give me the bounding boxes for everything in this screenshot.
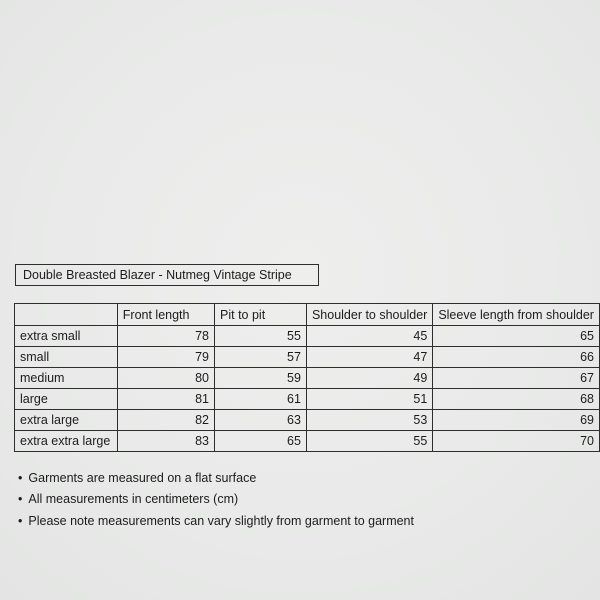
- header-cell-pit-to-pit: Pit to pit: [215, 304, 307, 326]
- size-row-extra-small: [15, 326, 600, 347]
- sleeve-length-cell: 68: [433, 389, 600, 410]
- note-text: Garments are measured on a flat surface: [28, 470, 257, 485]
- header-cell-sleeve-length: Sleeve length from shoulder: [433, 304, 600, 326]
- size-label-cell: extra small: [15, 326, 118, 347]
- size-row-extra-extra-large: [15, 431, 600, 452]
- bullet-icon: •: [18, 470, 23, 485]
- shoulder-to-shoulder-cell: 45: [306, 326, 432, 347]
- pit-to-pit-cell: 57: [215, 347, 307, 368]
- product-title: Double Breasted Blazer - Nutmeg Vintage Stripe: [23, 268, 292, 282]
- size-row-medium: [15, 368, 600, 389]
- pit-to-pit-cell: 61: [215, 389, 307, 410]
- front-length-cell: 80: [117, 368, 214, 389]
- size-label-cell: medium: [15, 368, 118, 389]
- shoulder-to-shoulder-cell: 47: [306, 347, 432, 368]
- pit-to-pit-cell: 59: [215, 368, 307, 389]
- sleeve-length-cell: 70: [433, 431, 600, 452]
- front-length-cell: 79: [117, 347, 214, 368]
- front-length-cell: 78: [117, 326, 214, 347]
- size-label-cell: extra extra large: [15, 431, 118, 452]
- note-variation: [18, 510, 414, 532]
- note-text: All measurements in centimeters (cm): [28, 492, 239, 507]
- front-length-cell: 82: [117, 410, 214, 431]
- bullet-icon: •: [18, 492, 23, 507]
- front-length-cell: 81: [117, 389, 214, 410]
- sleeve-length-cell: 67: [433, 368, 600, 389]
- size-label-cell: small: [15, 347, 118, 368]
- size-row-large: [15, 389, 600, 410]
- shoulder-to-shoulder-cell: 55: [306, 431, 432, 452]
- bullet-icon: •: [18, 513, 23, 528]
- sleeve-length-cell: 66: [433, 347, 600, 368]
- product-title-box: [15, 264, 319, 286]
- front-length-cell: 83: [117, 431, 214, 452]
- header-row: [15, 304, 600, 326]
- note-flat-surface: [18, 467, 414, 489]
- pit-to-pit-cell: 65: [215, 431, 307, 452]
- note-text: Please note measurements can vary slightly from garment to garment: [28, 513, 414, 528]
- shoulder-to-shoulder-cell: 49: [306, 368, 432, 389]
- pit-to-pit-cell: 55: [215, 326, 307, 347]
- header-cell-size: [15, 304, 118, 326]
- shoulder-to-shoulder-cell: 51: [306, 389, 432, 410]
- header-cell-shoulder-to-shoulder: Shoulder to shoulder: [306, 304, 432, 326]
- size-label-cell: extra large: [15, 410, 118, 431]
- measurement-notes: [18, 467, 414, 532]
- size-row-small: [15, 347, 600, 368]
- sleeve-length-cell: 65: [433, 326, 600, 347]
- sleeve-length-cell: 69: [433, 410, 600, 431]
- size-chart-table: [14, 303, 600, 452]
- size-row-extra-large: [15, 410, 600, 431]
- note-units: [18, 489, 414, 511]
- shoulder-to-shoulder-cell: 53: [306, 410, 432, 431]
- pit-to-pit-cell: 63: [215, 410, 307, 431]
- header-cell-front-length: Front length: [117, 304, 214, 326]
- size-label-cell: large: [15, 389, 118, 410]
